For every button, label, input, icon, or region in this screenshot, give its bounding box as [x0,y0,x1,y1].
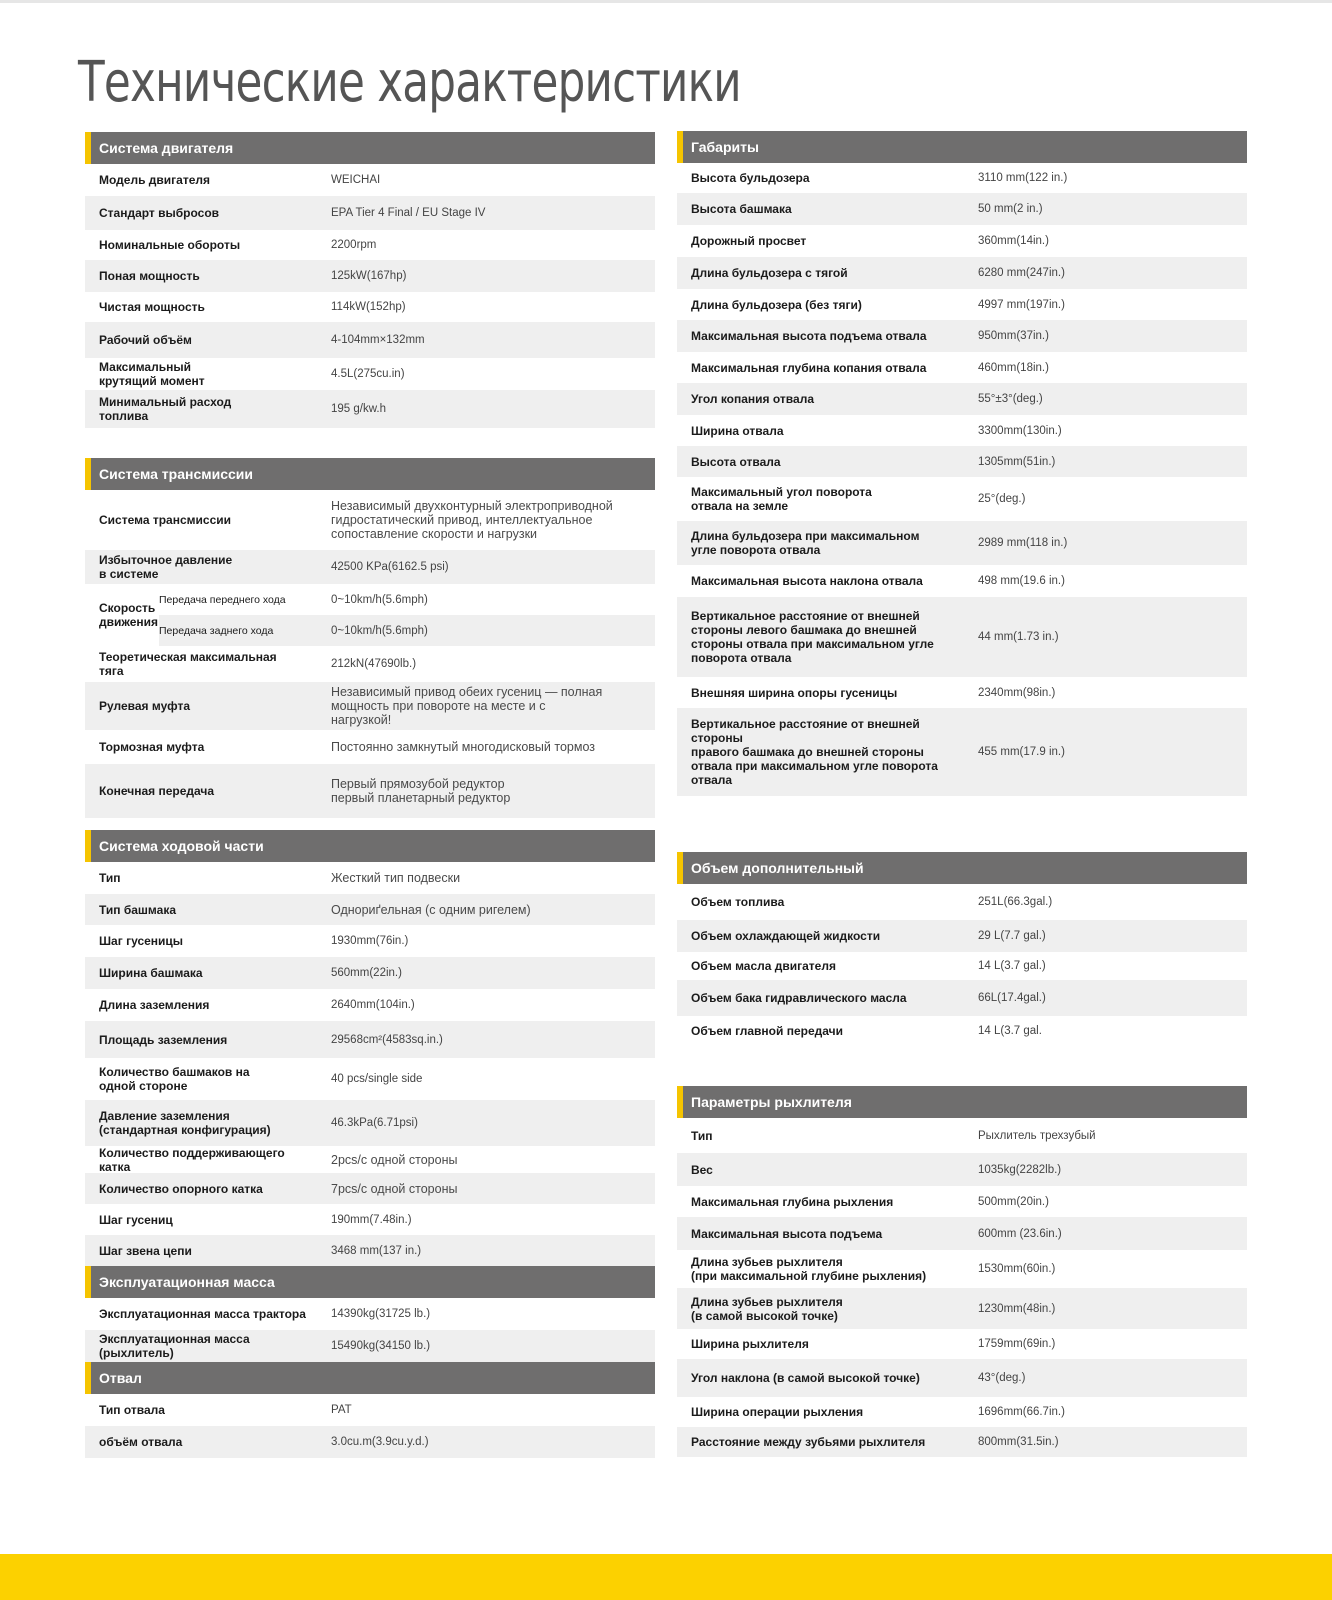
spec-row [677,1217,1247,1250]
spec-key: Вертикальное расстояние от внешней стороны левого башмака до внешней стороны отвала при максимальном угле поворота отвала [691,609,934,665]
spec-key: Вес [691,1162,713,1177]
spec-row [85,925,655,957]
spec-value: 2340mm(98in.) [978,686,1056,699]
spec-row [85,957,655,989]
spec-key: Максимальный крутящий момент [99,360,205,388]
spec-key: Давление заземления (стандартная конфигурация) [99,1109,271,1137]
spec-value: 3468 mm(137 in.) [331,1244,422,1257]
spec-row [85,1146,655,1173]
section-header: Отвал [85,1362,655,1394]
spec-row [85,196,655,230]
spec-row [677,225,1247,257]
spec-key: Количество башмаков на одной стороне [99,1065,250,1093]
spec-key: Количество поддерживающего катка [99,1145,285,1174]
spec-value: 455 mm(17.9 in.) [978,746,1065,758]
spec-key: Ширина рыхлителя [691,1337,809,1351]
spec-value: 29 L(7.7 gal.) [978,930,1046,942]
spec-value: 800mm(31.5in.) [978,1436,1059,1448]
forward-value: 0~10km/h(5.6mph) [331,593,428,606]
section-header: Эксплуатационная масса [85,1266,655,1298]
spec-value: 4.5L(275cu.in) [331,368,405,380]
spec-value: 2200rpm [331,239,377,251]
operating-mass-section [85,1266,655,1362]
spec-value: Первый прямозубой редуктор первый планетарный редуктор [331,777,511,805]
spec-key: Угол копания отвала [691,392,814,406]
spec-value: 600mm (23.6in.) [978,1227,1062,1240]
spec-key: Расстояние между зубьями рыхлителя [691,1435,926,1449]
spec-row [85,1394,655,1426]
spec-value: 1230mm(48in.) [978,1302,1056,1315]
spec-value: 2pcs/с одной стороны [331,1152,458,1167]
spec-value: 460mm(18in.) [978,361,1049,374]
spec-row [677,952,1247,980]
spec-key: Высота отвала [691,454,781,469]
spec-key: Объем бака гидравлического масла [691,991,907,1005]
spec-value: 2640mm(104in.) [331,999,415,1011]
spec-value: Независимый двухконтурный электроприводной гидростатический привод, интеллектуальное сопоставление скорости и нагрузки [331,499,613,541]
spec-row [85,490,655,550]
spec-row [85,1330,655,1362]
engine-section [85,132,655,428]
spec-key: Высота башмака [691,202,792,216]
spec-key: Длина зубьев рыхлителя (при максимальной глубине рыхления) [691,1255,927,1283]
spec-key: Теоретическая максимальная тяга [99,650,277,678]
spec-row [677,415,1247,446]
spec-row [85,550,655,584]
spec-row [85,646,655,682]
spec-key: Конечная передача [99,784,215,798]
spec-key: Тип отвала [99,1403,165,1417]
bottom-accent-bar [0,1554,1332,1600]
spec-value: 4997 mm(197in.) [978,298,1065,311]
spec-value: 42500 KPa(6162.5 psi) [331,561,449,573]
spec-value: 1530mm(60in.) [978,1263,1056,1275]
spec-value: PAT [331,1404,352,1416]
forward-label: Передача переднего хода [159,593,286,606]
spec-value: 2989 mm(118 in.) [978,537,1068,549]
spec-row [677,980,1247,1016]
spec-row [85,1298,655,1330]
spec-value: 1930mm(76in.) [331,935,409,947]
spec-value: 950mm(37in.) [978,330,1049,342]
spec-value: 498 mm(19.6 in.) [978,575,1065,587]
spec-value: 6280 mm(247in.) [978,267,1065,279]
spec-value: 46.3kPa(6.71psi) [331,1117,418,1129]
spec-key: Шаг гусениц [99,1212,173,1227]
spec-key: Длина бульдозера (без тяги) [691,297,862,312]
spec-value: 1035kg(2282lb.) [978,1163,1062,1176]
spec-value: 44 mm(1.73 in.) [978,631,1059,643]
spec-row [85,390,655,428]
spec-row [85,730,655,764]
volumes-section [677,852,1247,1046]
spec-row [677,383,1247,415]
spec-row [677,352,1247,383]
spec-value: 4-104mm×132mm [331,334,425,346]
spec-value: 125kW(167hp) [331,270,407,282]
spec-row [85,764,655,818]
spec-row [85,164,655,196]
spec-key: Максимальная глубина рыхления [691,1194,894,1209]
spec-row [677,477,1247,521]
spec-key: Длина бульдозера с тягой [691,266,848,280]
spec-row [85,230,655,260]
spec-key: Рабочий объём [99,333,192,347]
reverse-speed-row [159,615,655,646]
spec-row [677,920,1247,952]
spec-value: 1696mm(66.7in.) [978,1406,1065,1418]
spec-row [85,1235,655,1266]
spec-value: 195 g/kw.h [331,403,386,415]
spec-key: Объем главной передачи [691,1024,843,1038]
spec-row [677,257,1247,289]
top-divider [0,0,1332,3]
spec-row [85,292,655,322]
spec-row [85,1173,655,1204]
spec-value: 14 L(3.7 gal.) [978,960,1046,972]
spec-value: 360mm(14in.) [978,235,1049,247]
spec-row [85,358,655,390]
spec-key: Эксплуатационная масса трактора [99,1307,306,1321]
spec-value: 43°(deg.) [978,1372,1026,1384]
spec-value: 7pcs/с одной стороны [331,1181,458,1196]
left-column [85,132,655,1458]
spec-row [677,320,1247,352]
spec-value: 114kW(152hp) [331,301,406,313]
spec-row [677,521,1247,565]
section-header: Система двигателя [85,132,655,164]
spec-value: Независимый привод обеих гусениц — полная мощность при повороте на месте и с нагрузкой! [331,685,603,727]
page-title: Технические характеристики [78,50,741,115]
spec-row [85,894,655,925]
section-header: Система ходовой части [85,830,655,862]
spec-row [85,862,655,894]
spec-row [85,989,655,1021]
spec-key: объём отвала [99,1435,183,1449]
spec-key: Ширина отвала [691,423,784,438]
spec-key: Максимальная высота подъема [691,1226,883,1241]
spec-row [677,289,1247,320]
spec-value: 212kN(47690lb.) [331,658,417,670]
spec-key: Внешняя ширина опоры гусеницы [691,685,898,700]
speed-group [85,584,655,646]
spec-key: Максимальная высота подъема отвала [691,329,927,343]
spec-row [677,565,1247,597]
spec-row [85,682,655,730]
ripper-section [677,1086,1247,1457]
spec-key: Максимальный угол поворота отвала на земле [691,485,872,513]
right-column [677,131,1247,1457]
spec-key: Угол наклона (в самой высокой точке) [691,1371,920,1385]
spec-key: Объем масла двигателя [691,959,836,973]
speed-label: Скорость движения [99,601,159,629]
spec-row [85,260,655,292]
spec-row [677,1397,1247,1427]
spec-row [677,597,1247,677]
spec-row [677,677,1247,708]
spec-value: Жесткий тип подвески [331,871,461,885]
section-header: Параметры рыхлителя [677,1086,1247,1118]
spec-row [85,1058,655,1100]
spec-row [677,1427,1247,1457]
spec-row [677,1329,1247,1359]
spec-key: Объем топлива [691,895,785,909]
blade-section [85,1362,655,1458]
spec-key: Площадь заземления [99,1032,228,1047]
spec-row [85,1204,655,1235]
spec-key: Поная мощность [99,269,200,283]
spec-key: Высота бульдозера [691,171,810,185]
spec-key: Система трансмиссии [99,513,231,527]
spec-key: Чистая мощность [99,300,205,314]
spec-key: Стандарт выбросов [99,206,220,220]
spec-row [85,1100,655,1146]
spec-row [677,1153,1247,1186]
spec-value: 3110 mm(122 in.) [978,172,1068,184]
spec-key: Шаг гусеницы [99,934,184,948]
spec-key: Ширина башмака [99,966,203,980]
spec-value: 25°(deg.) [978,493,1026,505]
spec-key: Тип [691,1128,713,1143]
spec-value: Рыхлитель трехзубый [978,1129,1096,1142]
spec-row [85,1021,655,1058]
spec-value: 66L(17.4gal.) [978,992,1046,1004]
reverse-label: Передача заднего хода [159,624,274,637]
spec-key: Модель двигателя [99,173,211,187]
spec-row [677,708,1247,796]
spec-row [677,193,1247,225]
spec-row [677,1288,1247,1329]
spec-value: 55°±3°(deg.) [978,393,1043,405]
spec-key: Длина заземления [99,998,210,1012]
spec-key: Ширина операции рыхления [691,1405,864,1419]
spec-value: WEICHAI [331,174,381,186]
spec-key: Максимальная глубина копания отвала [691,360,927,375]
spec-key: Объем охлаждающей жидкости [691,929,881,943]
spec-row [677,1016,1247,1046]
spec-row [677,1359,1247,1397]
spec-row [677,1186,1247,1217]
spec-key: Рулевая муфта [99,699,191,713]
spec-value: 14 L(3.7 gal. [978,1025,1042,1037]
spec-key: Тормозная муфта [99,740,205,754]
spec-key: Шаг звена цепи [99,1243,192,1258]
spec-key: Номинальные обороты [99,238,241,252]
spec-key: Избыточное давление в системе [99,553,233,581]
spec-value: EPA Tier 4 Final / EU Stage IV [331,207,486,219]
spec-value: 190mm(7.48in.) [331,1213,412,1226]
dimensions-section [677,131,1247,796]
section-header: Система трансмиссии [85,458,655,490]
spec-row [677,1118,1247,1153]
spec-value: 15490kg(34150 lb.) [331,1340,431,1352]
spec-value: 40 pcs/single side [331,1073,423,1085]
transmission-section [85,458,655,818]
spec-key: Тип [99,871,121,885]
spec-key: Эксплуатационная масса (рыхлитель) [99,1332,250,1360]
forward-speed-row [159,584,655,615]
spec-value: 1305mm(51in.) [978,455,1056,468]
section-header: Габариты [677,131,1247,163]
spec-value: 14390kg(31725 lb.) [331,1308,431,1320]
spec-key: Длина зубьев рыхлителя (в самой высокой точке) [691,1294,843,1323]
spec-value: 50 mm(2 in.) [978,203,1043,215]
spec-value: Постоянно замкнутый многодисковый тормоз [331,740,595,754]
spec-key: Длина бульдозера при максимальном угле поворота отвала [691,529,920,557]
spec-row [677,884,1247,920]
spec-key: Вертикальное расстояние от внешней стороны правого башмака до внешней стороны отвала при максимальном угле поворота отвала [691,717,938,787]
spec-key: Тип башмака [99,902,176,917]
spec-key: Минимальный расход топлива [99,395,232,423]
section-header: Объем дополнительный [677,852,1247,884]
spec-value: 560mm(22in.) [331,967,402,979]
spec-row [85,1426,655,1458]
undercarriage-section [85,830,655,1266]
spec-value: Однориґельная (с одним ригелем) [331,902,531,917]
spec-key: Максимальная высота наклона отвала [691,574,923,588]
spec-row [85,322,655,358]
spec-value: 1759mm(69in.) [978,1338,1056,1350]
spec-value: 251L(66.3gal.) [978,896,1053,908]
spec-row [677,1250,1247,1288]
spec-value: 500mm(20in.) [978,1195,1049,1208]
spec-value: 29568cm²(4583sq.in.) [331,1033,443,1046]
spec-row [677,163,1247,193]
spec-row [677,446,1247,477]
reverse-value: 0~10km/h(5.6mph) [331,624,428,637]
spec-key: Количество опорного катка [99,1181,263,1196]
spec-value: 3300mm(130in.) [978,424,1062,437]
spec-value: 3.0cu.m(3.9cu.y.d.) [331,1436,429,1448]
spec-key: Дорожный просвет [691,234,807,248]
